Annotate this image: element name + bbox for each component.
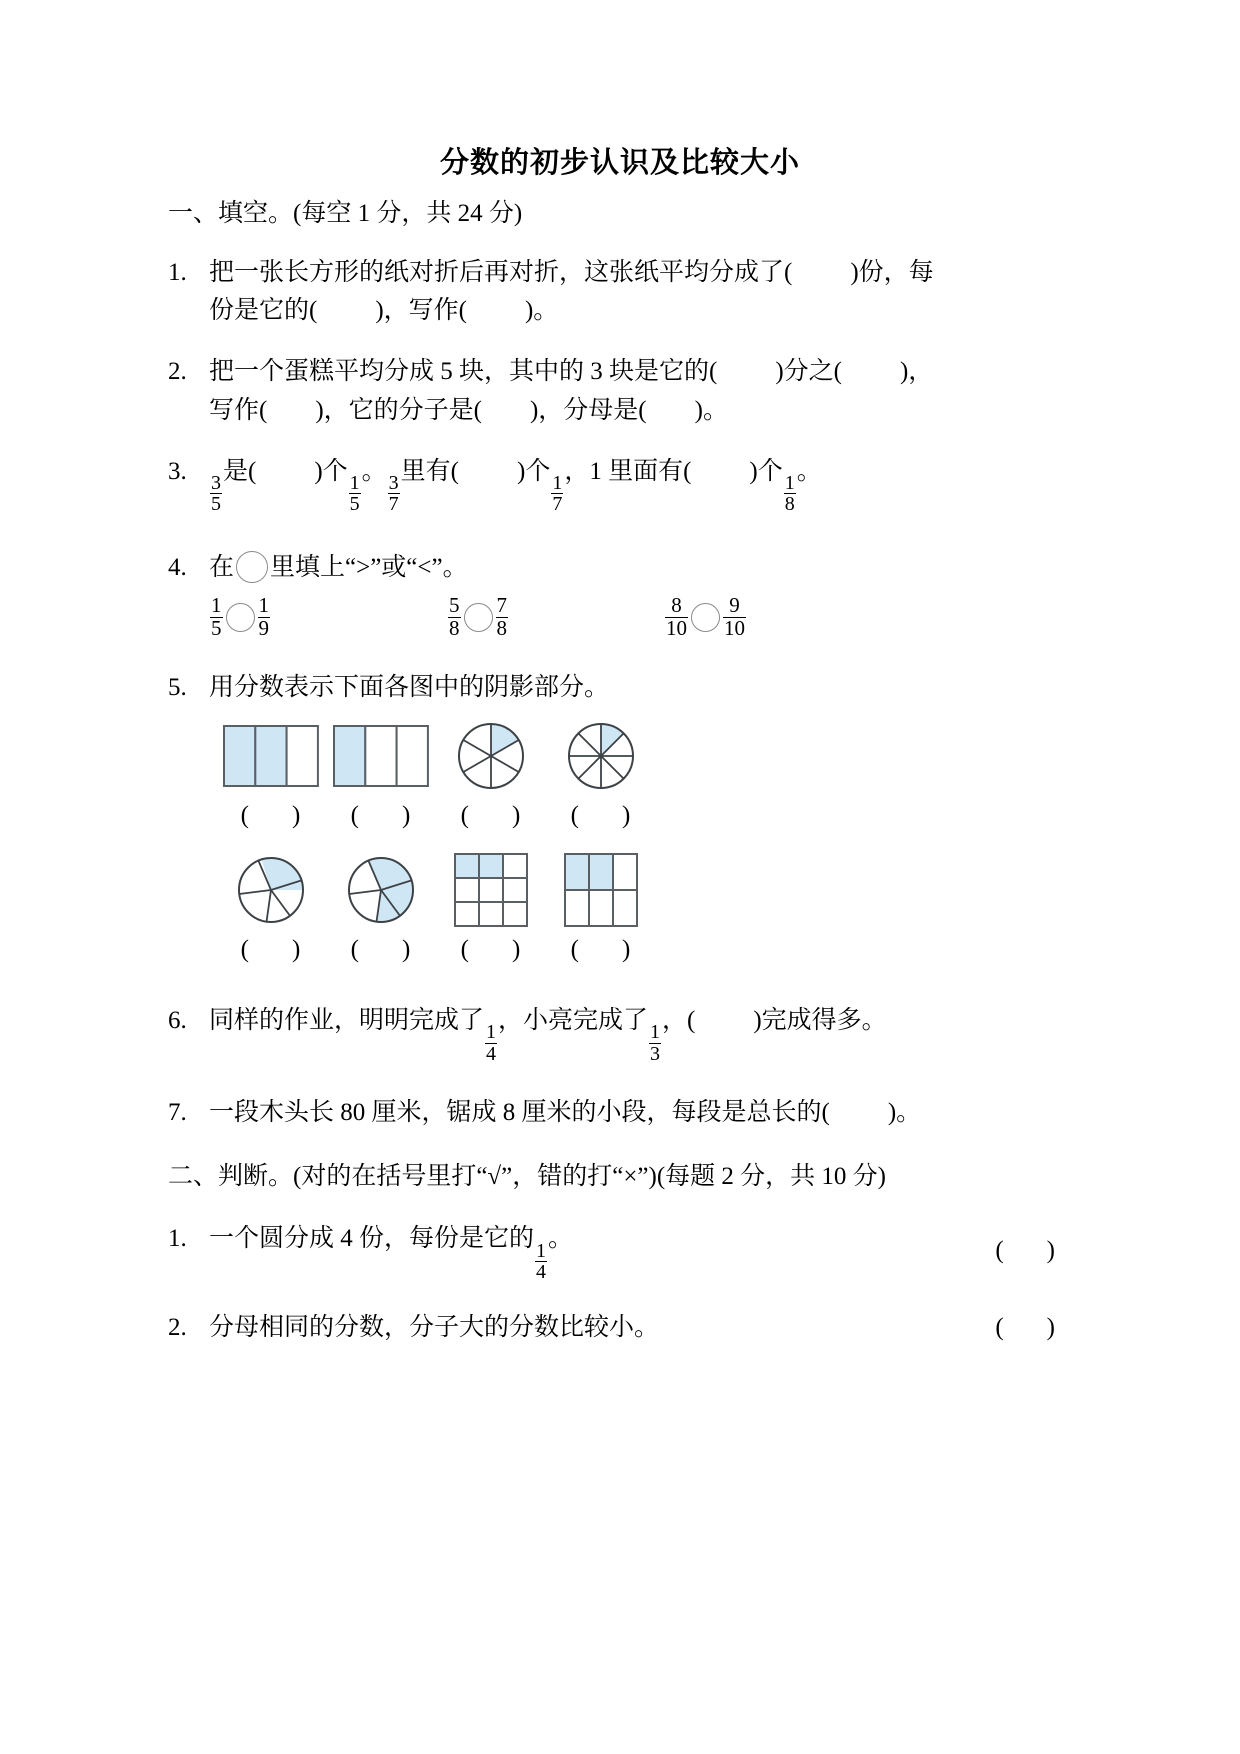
section-two-heading: 二、判断。(对的在括号里打“√”，错的打“×”)(每题 2 分，共 10 分) [168,1162,887,1190]
rect-3-parts-1-shaded [333,718,429,794]
paren-right: ) [292,801,302,829]
question-4-compare-row [168,595,1074,639]
figure-cell-8 [546,852,656,964]
judge-1-text-1: 一个圆分成 4 份，每份是它的 [209,1225,535,1253]
grid-3x2-2-shaded [564,852,638,928]
answer-paren-8[interactable] [571,936,632,964]
paren-right: ) [1046,1237,1056,1265]
question-3-number: 3. [168,457,187,485]
fraction-denominator: 10 [666,615,687,640]
fraction-1-over-5 [349,473,361,515]
question-3-text-5: )个 [517,457,551,485]
question-5-line-1 [168,669,1074,708]
question-2-text-f: )，分母是( [529,396,647,424]
question-6-line-1 [168,1002,1074,1064]
fraction-numerator: 1 [349,471,360,494]
fraction-numerator: 9 [729,593,740,618]
compare-blank-circle-1[interactable] [226,603,255,632]
question-5-figures-row-1 [168,718,1074,830]
figure-cell-3 [436,718,546,830]
fraction-1-over-4 [485,1022,497,1064]
fraction-numerator: 8 [671,593,682,618]
question-7-text-1: 一段木头长 80 厘米，锯成 8 厘米的小段，每段是总长的( [209,1099,830,1127]
paren-left: ( [460,935,470,963]
figure-cell-1 [216,718,326,830]
circle-6-parts-1-shaded [455,718,527,794]
judge-1-text-2: 。 [548,1225,574,1253]
judge-1-number: 1. [168,1225,187,1253]
judge-2-text-1: 分母相同的分数，分子大的分数比较小。 [209,1313,660,1341]
fraction-numerator: 1 [650,1021,661,1044]
figure-cell-2 [326,718,436,830]
question-2-text-c: )， [899,358,934,385]
question-2-text-g: )。 [694,396,728,424]
fraction-numerator: 3 [388,471,399,494]
grid-3x3-2-shaded [454,852,528,928]
fraction-denominator: 4 [536,1261,547,1284]
figure-cell-5 [216,852,326,964]
question-5 [168,669,1074,708]
figure-cell-6 [326,852,436,964]
question-2-line-1 [168,353,1074,392]
fraction-1-over-4 [535,1241,547,1283]
question-3-text-6: ，1 里面有( [564,457,692,485]
question-6-text-4: )完成得多。 [753,1006,887,1034]
fraction-3-over-7 [388,473,400,515]
fraction-denominator: 5 [211,615,222,640]
paren-left: ( [350,935,360,963]
circle-8-parts-1-shaded [565,718,637,794]
question-5-text: 用分数表示下面各图中的阴影部分。 [209,674,610,702]
question-3-text-1: 是( [223,457,257,485]
fraction-denominator: 10 [724,615,745,640]
fraction-left-3 [665,595,688,639]
question-6-number: 6. [168,1006,187,1034]
comparison-circle-icon [236,551,268,583]
fraction-denominator: 9 [258,615,269,640]
fraction-numerator: 1 [784,471,795,494]
fraction-numerator: 1 [536,1239,547,1262]
question-5-figures-row-2 [168,852,1074,964]
fraction-denominator: 8 [449,615,460,640]
page-title: 分数的初步认识及比较大小 [439,145,800,179]
question-2-text-a: 把一个蛋糕平均分成 5 块，其中的 3 块是它的( [209,358,718,385]
fraction-denominator: 7 [388,493,399,516]
fraction-numerator: 1 [552,471,563,494]
question-4 [168,549,1074,588]
question-2-text-b: )分之( [775,358,842,385]
figure-cell-4 [546,718,656,830]
fraction-numerator: 1 [258,593,269,618]
paren-left: ( [995,1237,1005,1265]
fraction-numerator: 1 [486,1021,497,1044]
fraction-denominator: 4 [486,1042,497,1065]
judge-question-2 [168,1309,1074,1348]
question-7-line-1 [168,1094,1074,1133]
paren-left: ( [240,935,250,963]
fraction-denominator: 5 [349,493,360,516]
fraction-right-1 [258,595,271,639]
question-7-text-2: )。 [887,1099,922,1127]
figure-cell-7 [436,852,546,964]
paren-right: ) [402,935,412,963]
question-6-text-1: 同样的作业，明明完成了 [209,1006,485,1034]
question-1-text-e: )。 [524,297,559,325]
fraction-denominator: 8 [784,493,795,516]
question-1-text-b: )份，每 [850,258,934,286]
question-3-text-4: 里有( [400,457,459,485]
worksheet-content [168,200,1074,1373]
question-1 [168,254,1074,332]
paren-right: ) [402,801,412,829]
judge-1-answer-paren[interactable] [995,1232,1074,1271]
question-2-line-2 [168,392,1074,431]
compare-pair-3 [664,595,747,639]
fraction-left-1 [210,595,223,639]
question-3-text-7: )个 [749,457,783,485]
question-2-text-e: )，它的分子是( [315,396,482,424]
question-5-number: 5. [168,674,187,702]
answer-paren-7[interactable] [461,936,522,964]
question-2 [168,353,1074,431]
question-2-number: 2. [168,358,187,385]
compare-blank-circle-2[interactable] [464,603,493,632]
compare-pair-2 [447,595,509,639]
question-1-text-d: )，写作( [375,297,467,325]
paren-right: ) [512,801,522,829]
answer-paren-4[interactable] [571,802,632,830]
answer-paren-3[interactable] [461,802,522,830]
paren-right: ) [512,935,522,963]
fraction-numerator: 1 [211,593,222,618]
paren-right: ) [622,801,632,829]
fraction-denominator: 5 [211,493,221,516]
question-6 [168,1002,1074,1064]
question-4-line-1 [168,549,1074,588]
paren-left: ( [570,935,580,963]
rect-3-parts-2-shaded [223,718,319,794]
question-4-text-a: 在 [209,553,235,581]
circle-5-parts-2-shaded [235,852,307,928]
question-3-text-3: 。 [361,457,387,485]
question-4-number: 4. [168,553,187,581]
judge-2-body [168,1309,659,1348]
question-4-text-b: 里填上“>”或“<”。 [270,553,468,581]
paren-right: ) [1046,1313,1056,1341]
fraction-1-over-7 [551,473,563,515]
question-3 [168,453,1074,515]
paren-left: ( [240,801,250,829]
answer-paren-2[interactable] [351,802,412,830]
question-1-number: 1. [168,258,187,286]
fraction-right-3 [723,595,746,639]
question-3-text-2: )个 [314,457,348,485]
fraction-3-over-5 [210,473,222,515]
question-3-line-1 [168,453,1074,515]
question-6-text-2: ，小亮完成了 [498,1006,649,1034]
question-1-line-2 [168,292,1074,331]
fraction-1-over-8 [784,473,796,515]
question-1-text-a: 把一张长方形的纸对折后再对折，这张纸平均分成了( [209,258,793,286]
question-7-number: 7. [168,1099,187,1127]
fraction-numerator: 5 [449,593,460,618]
paren-right: ) [292,935,302,963]
judge-question-1 [168,1220,1074,1282]
fraction-left-2 [448,595,461,639]
paren-left: ( [350,801,360,829]
fraction-denominator: 3 [650,1042,661,1065]
fraction-denominator: 7 [552,493,563,516]
paren-left: ( [570,801,580,829]
answer-paren-6[interactable] [351,936,412,964]
fraction-numerator: 3 [211,471,221,494]
compare-blank-circle-3[interactable] [691,603,720,632]
fraction-numerator: 7 [496,593,507,618]
paren-right: ) [622,935,632,963]
paren-left: ( [460,801,470,829]
fraction-denominator: 8 [496,615,507,640]
judge-2-number: 2. [168,1313,187,1341]
answer-paren-1[interactable] [241,802,302,830]
question-7 [168,1094,1074,1133]
question-3-text-8: 。 [796,457,822,485]
question-6-text-3: ，( [662,1006,696,1034]
question-1-text-c: 份是它的( [209,297,318,325]
question-2-text-d: 写作( [209,396,268,424]
section-one-heading: 一、填空。(每空 1 分，共 24 分) [168,200,523,227]
answer-paren-5[interactable] [241,936,302,964]
judge-2-answer-paren[interactable] [995,1309,1074,1348]
circle-5-parts-3-shaded [345,852,417,928]
paren-left: ( [995,1313,1005,1341]
fraction-1-over-3 [649,1022,661,1064]
judge-1-body [168,1220,573,1282]
question-1-line-1 [168,254,1074,293]
fraction-right-2 [496,595,509,639]
compare-pair-1 [209,595,271,639]
